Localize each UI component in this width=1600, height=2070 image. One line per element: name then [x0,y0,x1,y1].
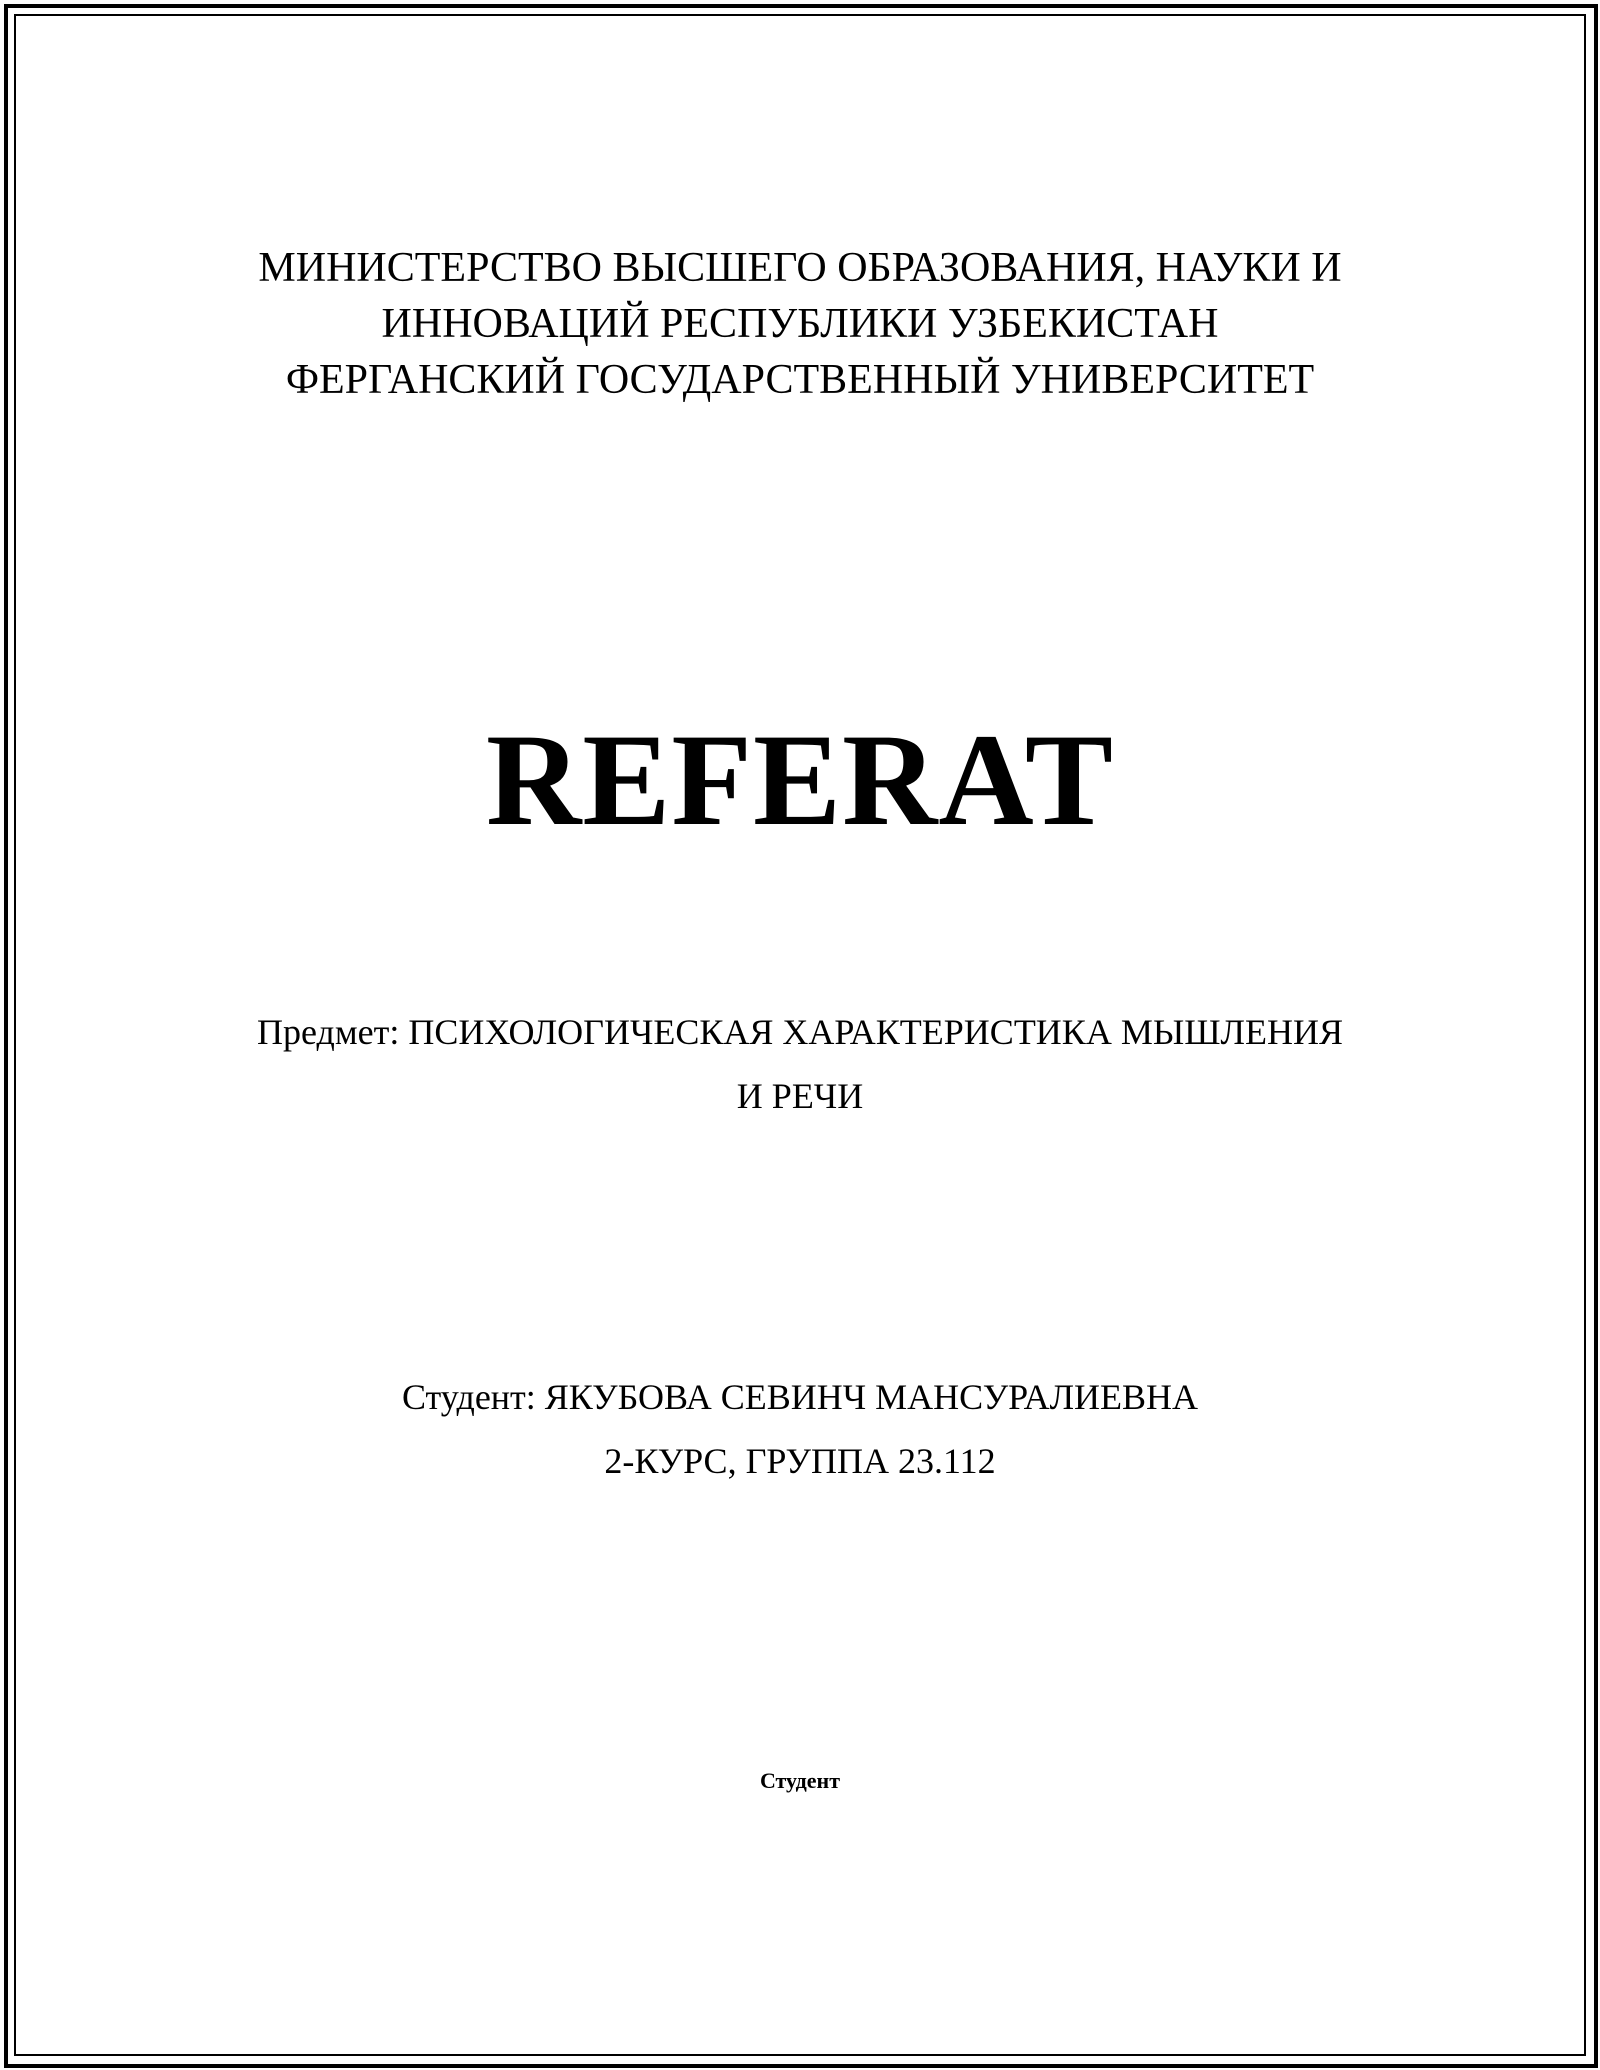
institution-header [0,240,1600,408]
header-line-ministry: МИНИСТЕРСТВО ВЫСШЕГО ОБРАЗОВАНИЯ, НАУКИ И [258,245,1342,291]
footer-label: Студент [759,1768,841,1793]
header-line-university: ФЕРГАНСКИЙ ГОСУДАРСТВЕННЫЙ УНИВЕРСИТЕТ [285,357,1315,403]
student-course-group: 2-КУРС, ГРУППА 23.112 [604,1441,996,1481]
subject-line-1: Предмет: ПСИХОЛОГИЧЕСКАЯ ХАРАКТЕРИСТИКА МЫШЛЕНИЯ [257,1012,1343,1052]
subject-line-2: И РЕЧИ [736,1076,864,1116]
student-section [0,1365,1600,1493]
subject-section [0,1000,1600,1128]
header-line-republic: ИННОВАЦИЙ РЕСПУБЛИКИ УЗБЕКИСТАН [381,301,1219,347]
student-name: Студент: ЯКУБОВА СЕВИНЧ МАНСУРАЛИЕВНА [401,1377,1199,1417]
document-title: REFERAT [486,706,1114,853]
